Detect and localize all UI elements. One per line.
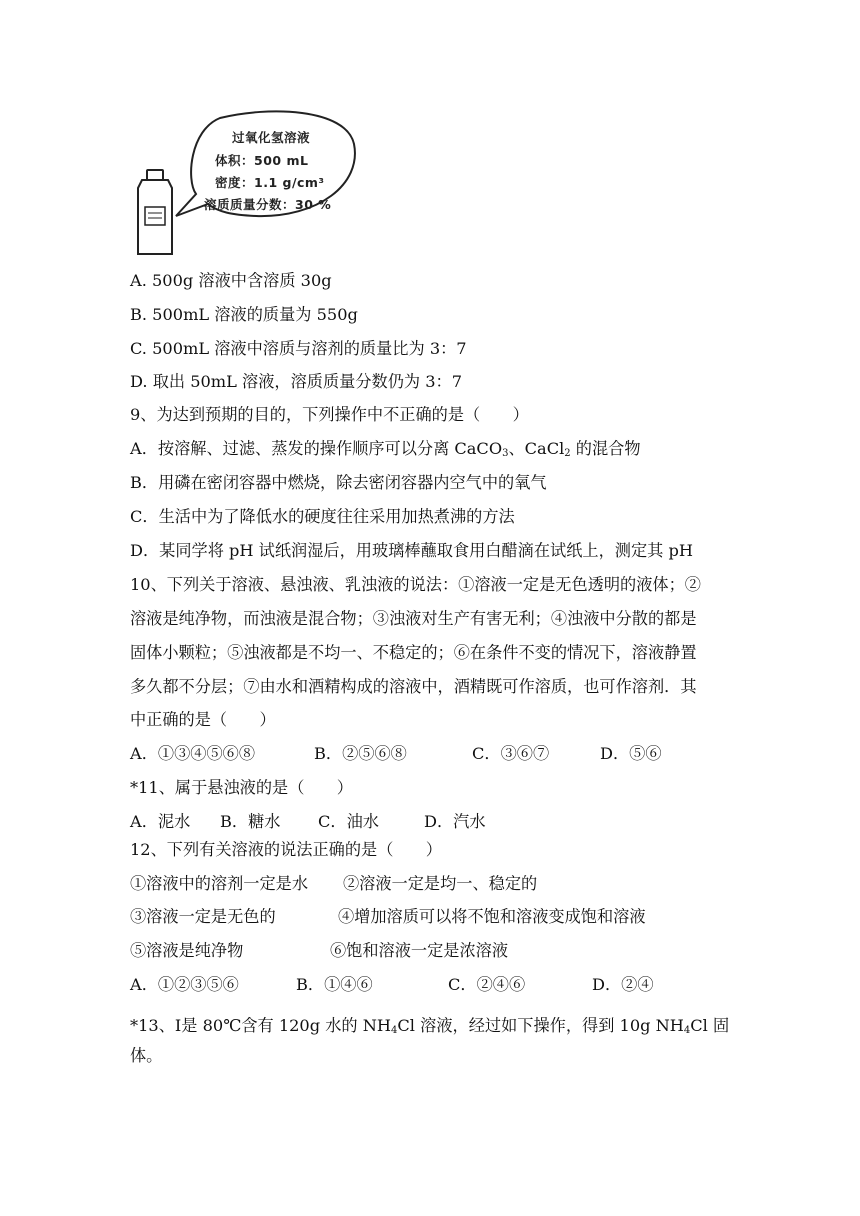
- q12-item-6: ⑥饱和溶液一定是浓溶液: [330, 941, 509, 960]
- q12-option-a: A．①②③⑤⑥: [130, 975, 239, 994]
- q13-line-1: *13、Ⅰ是 80℃含有 120g 水的 $NH_4Cl$ 溶液，经过如下操作，得到 10g $NH_4Cl$ 固: [130, 1016, 730, 1036]
- q12-option-c: C．②④⑥: [448, 975, 526, 994]
- q9-option-d: D．某同学将 pH 试纸润湿后，用玻璃棒蘸取食用白醋滴在试纸上，测定其 pH: [130, 541, 693, 560]
- q9-option-a: A．按溶解、过滤、蒸发的操作顺序可以分离 CaCO$_3$、CaCl$_2$ 的混合物: [130, 439, 641, 459]
- q12-item-3: ③溶液一定是无色的: [130, 907, 276, 926]
- q9-option-b: B．用磷在密闭容器中燃烧，除去密闭容器内空气中的氧气: [130, 473, 547, 492]
- q9-option-c: C．生活中为了降低水的硬度往往采用加热煮沸的方法: [130, 507, 515, 526]
- q8-option-d: D. 取出 50mL 溶液，溶质质量分数仍为 3：7: [130, 372, 463, 391]
- q8-option-b: B. 500mL 溶液的质量为 550g: [130, 305, 358, 324]
- q10-line-1: 10、下列关于溶液、悬浊液、乳浊液的说法：①溶液一定是无色透明的液体；②: [130, 575, 701, 594]
- bubble-line-2: 体积：500 mL: [215, 153, 309, 168]
- q13-line-2: 体。: [130, 1046, 163, 1065]
- q12-option-d: D．②④: [592, 975, 654, 994]
- q10-option-d: D．⑤⑥: [600, 744, 662, 763]
- q10-option-a: A．①③④⑤⑥⑧: [130, 744, 256, 763]
- q12-item-2: ②溶液一定是均一、稳定的: [343, 874, 538, 893]
- q10-line-5: 中正确的是（ ）: [130, 710, 276, 729]
- q10-line-3: 固体小颗粒；⑤浊液都是不均一、不稳定的；⑥在条件不变的情况下，溶液静置: [130, 643, 697, 662]
- q11-option-c: C．油水: [318, 812, 379, 831]
- q10-line-2: 溶液是纯净物，而浊液是混合物；③浊液对生产有害无利；④浊液中分散的都是: [130, 609, 697, 628]
- q12-option-b: B．①④⑥: [296, 975, 373, 994]
- q12-item-4: ④增加溶质可以将不饱和溶液变成饱和溶液: [338, 907, 646, 926]
- q9-stem: 9、为达到预期的目的，下列操作中不正确的是（ ）: [130, 405, 529, 424]
- q10-line-4: 多久都不分层；⑦由水和酒精构成的溶液中，酒精既可作溶质，也可作溶剂．其: [130, 677, 697, 696]
- bubble-line-3: 密度：1.1 g/cm³: [215, 175, 325, 190]
- q8-option-c: C. 500mL 溶液中溶质与溶剂的质量比为 3：7: [130, 339, 467, 358]
- bottle-icon: [138, 170, 172, 254]
- q11-stem: *11、属于悬浊液的是（ ）: [130, 778, 353, 797]
- q11-option-d: D．汽水: [424, 812, 486, 831]
- q11-option-b: B．糖水: [220, 812, 281, 831]
- q12-item-1: ①溶液中的溶剂一定是水: [130, 874, 309, 893]
- q10-option-b: B．②⑤⑥⑧: [314, 744, 407, 763]
- bubble-line-4: 溶质质量分数：30 %: [204, 197, 332, 212]
- q11-option-a: A．泥水: [130, 812, 191, 831]
- q10-option-c: C．③⑥⑦: [472, 744, 550, 763]
- bubble-line-1: 过氧化氢溶液: [232, 130, 311, 145]
- q12-item-5: ⑤溶液是纯净物: [130, 941, 244, 960]
- q8-option-a: A. 500g 溶液中含溶质 30g: [130, 271, 332, 290]
- q12-stem: 12、下列有关溶液的说法正确的是（ ）: [130, 840, 442, 859]
